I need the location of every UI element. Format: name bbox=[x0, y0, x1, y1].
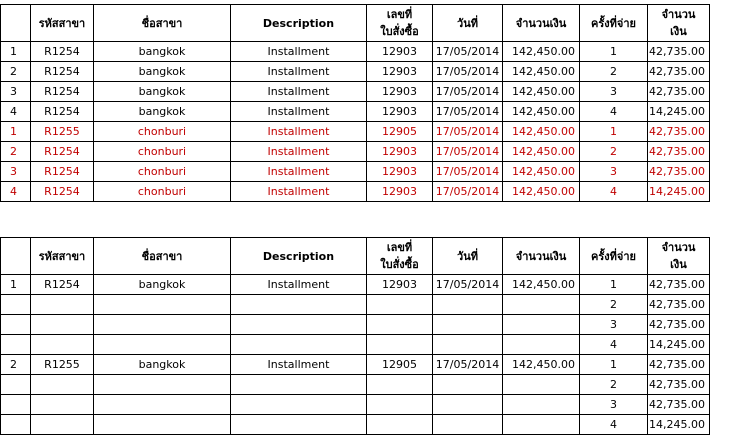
cell-amount[interactable]: 142,450.00 bbox=[503, 102, 580, 122]
cell-po-number[interactable] bbox=[367, 375, 433, 395]
cell-date[interactable] bbox=[433, 395, 503, 415]
cell-amount[interactable]: 142,450.00 bbox=[503, 355, 580, 375]
cell-payment-number[interactable]: 3 bbox=[580, 395, 648, 415]
table-row bbox=[1, 42, 710, 62]
cell-branch-code[interactable]: R1254 bbox=[31, 142, 94, 162]
header-payment-number[interactable]: ครั้งที่จ่าย bbox=[580, 5, 648, 42]
cell-payment-amount[interactable]: 42,735.00 bbox=[648, 122, 710, 142]
table-row bbox=[1, 335, 710, 355]
cell-row-number[interactable]: 2 bbox=[1, 142, 31, 162]
cell-payment-number[interactable]: 1 bbox=[580, 275, 648, 295]
header-line: เงิน bbox=[670, 25, 687, 38]
cell-payment-amount[interactable]: 42,735.00 bbox=[648, 355, 710, 375]
cell-description[interactable]: Installment bbox=[231, 142, 367, 162]
cell-po-number[interactable] bbox=[367, 335, 433, 355]
header-line: เลขที่ bbox=[386, 8, 413, 21]
header-row bbox=[1, 238, 710, 275]
cell-po-number[interactable] bbox=[367, 415, 433, 435]
cell-date[interactable]: 17/05/2014 bbox=[433, 142, 503, 162]
table-row bbox=[1, 142, 710, 162]
cell-payment-amount[interactable]: 42,735.00 bbox=[648, 275, 710, 295]
cell-description[interactable] bbox=[231, 295, 367, 315]
cell-description[interactable]: Installment bbox=[231, 62, 367, 82]
cell-date[interactable]: 17/05/2014 bbox=[433, 275, 503, 295]
cell-branch-name[interactable]: bangkok bbox=[94, 275, 231, 295]
header-po-number[interactable] bbox=[367, 238, 433, 275]
cell-po-number[interactable] bbox=[367, 395, 433, 415]
cell-description[interactable]: Installment bbox=[231, 182, 367, 202]
cell-po-number[interactable]: 12903 bbox=[367, 102, 433, 122]
table-row bbox=[1, 355, 710, 375]
cell-description[interactable] bbox=[231, 415, 367, 435]
cell-branch-code[interactable]: R1254 bbox=[31, 182, 94, 202]
cell-date[interactable] bbox=[433, 295, 503, 315]
cell-branch-code[interactable]: R1254 bbox=[31, 82, 94, 102]
cell-branch-name[interactable]: chonburi bbox=[94, 122, 231, 142]
cell-payment-amount[interactable]: 14,245.00 bbox=[648, 335, 710, 355]
cell-amount[interactable]: 142,450.00 bbox=[503, 42, 580, 62]
cell-branch-name[interactable] bbox=[94, 315, 231, 335]
cell-po-number[interactable]: 12905 bbox=[367, 355, 433, 375]
cell-description[interactable]: Installment bbox=[231, 275, 367, 295]
cell-payment-number[interactable]: 4 bbox=[580, 415, 648, 435]
cell-date[interactable]: 17/05/2014 bbox=[433, 355, 503, 375]
cell-date[interactable] bbox=[433, 335, 503, 355]
cell-date[interactable]: 17/05/2014 bbox=[433, 102, 503, 122]
header-payment-amount[interactable] bbox=[648, 5, 710, 42]
cell-po-number[interactable]: 12903 bbox=[367, 162, 433, 182]
cell-date[interactable] bbox=[433, 415, 503, 435]
cell-branch-code[interactable] bbox=[31, 315, 94, 335]
cell-amount[interactable]: 142,450.00 bbox=[503, 162, 580, 182]
cell-branch-code[interactable]: R1254 bbox=[31, 102, 94, 122]
table-row bbox=[1, 295, 710, 315]
cell-payment-number[interactable]: 3 bbox=[580, 162, 648, 182]
table-row bbox=[1, 275, 710, 295]
cell-branch-code[interactable] bbox=[31, 395, 94, 415]
header-amount[interactable]: จำนวนเงิน bbox=[503, 5, 580, 42]
cell-row-number[interactable] bbox=[1, 415, 31, 435]
cell-amount[interactable] bbox=[503, 375, 580, 395]
cell-amount[interactable]: 142,450.00 bbox=[503, 142, 580, 162]
header-payment-number[interactable]: ครั้งที่จ่าย bbox=[580, 238, 648, 275]
cell-payment-amount[interactable]: 14,245.00 bbox=[648, 102, 710, 122]
header-branch-code[interactable]: รหัสสาขา bbox=[31, 238, 94, 275]
cell-description[interactable]: Installment bbox=[231, 162, 367, 182]
table-row bbox=[1, 395, 710, 415]
header-row bbox=[1, 5, 710, 42]
header-branch-name[interactable]: ชื่อสาขา bbox=[94, 238, 231, 275]
cell-amount[interactable]: 142,450.00 bbox=[503, 122, 580, 142]
cell-row-number[interactable]: 1 bbox=[1, 275, 31, 295]
cell-date[interactable]: 17/05/2014 bbox=[433, 122, 503, 142]
table-row bbox=[1, 82, 710, 102]
cell-branch-name[interactable] bbox=[94, 295, 231, 315]
table-row bbox=[1, 375, 710, 395]
cell-row-number[interactable]: 2 bbox=[1, 62, 31, 82]
table-row bbox=[1, 162, 710, 182]
cell-payment-amount[interactable]: 42,735.00 bbox=[648, 315, 710, 335]
cell-payment-amount[interactable]: 42,735.00 bbox=[648, 82, 710, 102]
cell-po-number[interactable]: 12903 bbox=[367, 275, 433, 295]
cell-branch-code[interactable]: R1255 bbox=[31, 122, 94, 142]
cell-amount[interactable] bbox=[503, 335, 580, 355]
cell-row-number[interactable] bbox=[1, 315, 31, 335]
table-row bbox=[1, 122, 710, 142]
cell-branch-name[interactable]: bangkok bbox=[94, 355, 231, 375]
cell-row-number[interactable] bbox=[1, 375, 31, 395]
header-row-number[interactable] bbox=[1, 5, 31, 42]
cell-po-number[interactable]: 12905 bbox=[367, 122, 433, 142]
header-line: จำนวน bbox=[661, 241, 696, 254]
cell-po-number[interactable] bbox=[367, 295, 433, 315]
header-line: ใบสั่งซื้อ bbox=[380, 258, 419, 271]
cell-payment-amount[interactable]: 42,735.00 bbox=[648, 375, 710, 395]
cell-amount[interactable]: 142,450.00 bbox=[503, 82, 580, 102]
cell-amount[interactable] bbox=[503, 395, 580, 415]
table-row bbox=[1, 315, 710, 335]
header-amount[interactable]: จำนวนเงิน bbox=[503, 238, 580, 275]
cell-amount[interactable] bbox=[503, 415, 580, 435]
cell-payment-number[interactable]: 3 bbox=[580, 82, 648, 102]
cell-row-number[interactable]: 2 bbox=[1, 355, 31, 375]
payment-table-2 bbox=[0, 237, 710, 435]
table-row bbox=[1, 182, 710, 202]
cell-po-number[interactable]: 12903 bbox=[367, 62, 433, 82]
cell-date[interactable] bbox=[433, 375, 503, 395]
cell-payment-amount[interactable]: 42,735.00 bbox=[648, 395, 710, 415]
header-line: จำนวน bbox=[661, 8, 696, 21]
payment-table-1 bbox=[0, 4, 710, 202]
cell-payment-number[interactable]: 4 bbox=[580, 182, 648, 202]
cell-date[interactable]: 17/05/2014 bbox=[433, 62, 503, 82]
cell-row-number[interactable]: 4 bbox=[1, 102, 31, 122]
cell-row-number[interactable]: 3 bbox=[1, 162, 31, 182]
cell-row-number[interactable] bbox=[1, 395, 31, 415]
cell-branch-code[interactable] bbox=[31, 335, 94, 355]
header-date[interactable]: วันที่ bbox=[433, 238, 503, 275]
cell-row-number[interactable]: 1 bbox=[1, 122, 31, 142]
cell-branch-name[interactable] bbox=[94, 335, 231, 355]
cell-amount[interactable] bbox=[503, 295, 580, 315]
cell-payment-number[interactable]: 2 bbox=[580, 62, 648, 82]
cell-branch-code[interactable]: R1254 bbox=[31, 62, 94, 82]
cell-payment-number[interactable]: 1 bbox=[580, 122, 648, 142]
header-branch-code[interactable]: รหัสสาขา bbox=[31, 5, 94, 42]
cell-branch-name[interactable] bbox=[94, 375, 231, 395]
header-date[interactable]: วันที่ bbox=[433, 5, 503, 42]
cell-row-number[interactable] bbox=[1, 335, 31, 355]
cell-payment-number[interactable]: 4 bbox=[580, 335, 648, 355]
cell-row-number[interactable]: 1 bbox=[1, 42, 31, 62]
cell-description[interactable] bbox=[231, 335, 367, 355]
cell-date[interactable]: 17/05/2014 bbox=[433, 182, 503, 202]
cell-po-number[interactable]: 12903 bbox=[367, 142, 433, 162]
header-line: เลขที่ bbox=[386, 241, 413, 254]
header-branch-name[interactable]: ชื่อสาขา bbox=[94, 5, 231, 42]
cell-payment-number[interactable]: 2 bbox=[580, 375, 648, 395]
cell-payment-amount[interactable]: 14,245.00 bbox=[648, 415, 710, 435]
header-line: ใบสั่งซื้อ bbox=[380, 25, 419, 38]
cell-amount[interactable] bbox=[503, 315, 580, 335]
header-description[interactable]: Description bbox=[231, 5, 367, 42]
cell-branch-code[interactable]: R1254 bbox=[31, 42, 94, 62]
cell-branch-code[interactable]: R1255 bbox=[31, 355, 94, 375]
cell-description[interactable]: Installment bbox=[231, 82, 367, 102]
cell-po-number[interactable]: 12903 bbox=[367, 182, 433, 202]
cell-payment-number[interactable]: 2 bbox=[580, 142, 648, 162]
cell-description[interactable]: Installment bbox=[231, 122, 367, 142]
cell-branch-name[interactable] bbox=[94, 395, 231, 415]
cell-po-number[interactable]: 12903 bbox=[367, 82, 433, 102]
cell-description[interactable] bbox=[231, 395, 367, 415]
cell-branch-name[interactable]: chonburi bbox=[94, 142, 231, 162]
cell-amount[interactable]: 142,450.00 bbox=[503, 275, 580, 295]
cell-branch-code[interactable] bbox=[31, 295, 94, 315]
header-description[interactable]: Description bbox=[231, 238, 367, 275]
cell-row-number[interactable]: 4 bbox=[1, 182, 31, 202]
cell-description[interactable]: Installment bbox=[231, 102, 367, 122]
cell-payment-number[interactable]: 3 bbox=[580, 315, 648, 335]
table-row bbox=[1, 62, 710, 82]
header-row-number[interactable] bbox=[1, 238, 31, 275]
cell-branch-name[interactable]: bangkok bbox=[94, 42, 231, 62]
table-row bbox=[1, 102, 710, 122]
cell-po-number[interactable]: 12903 bbox=[367, 42, 433, 62]
table-row bbox=[1, 415, 710, 435]
cell-row-number[interactable] bbox=[1, 295, 31, 315]
cell-branch-name[interactable]: bangkok bbox=[94, 82, 231, 102]
cell-date[interactable] bbox=[433, 315, 503, 335]
cell-branch-name[interactable]: bangkok bbox=[94, 102, 231, 122]
cell-branch-code[interactable]: R1254 bbox=[31, 162, 94, 182]
cell-payment-number[interactable]: 4 bbox=[580, 102, 648, 122]
cell-payment-number[interactable]: 2 bbox=[580, 295, 648, 315]
header-line: เงิน bbox=[670, 258, 687, 271]
cell-description[interactable]: Installment bbox=[231, 42, 367, 62]
cell-amount[interactable]: 142,450.00 bbox=[503, 62, 580, 82]
cell-branch-code[interactable] bbox=[31, 375, 94, 395]
cell-row-number[interactable]: 3 bbox=[1, 82, 31, 102]
cell-description[interactable] bbox=[231, 375, 367, 395]
cell-branch-name[interactable] bbox=[94, 415, 231, 435]
cell-payment-amount[interactable]: 42,735.00 bbox=[648, 42, 710, 62]
cell-branch-name[interactable]: bangkok bbox=[94, 62, 231, 82]
cell-description[interactable]: Installment bbox=[231, 355, 367, 375]
cell-po-number[interactable] bbox=[367, 315, 433, 335]
cell-date[interactable]: 17/05/2014 bbox=[433, 162, 503, 182]
cell-description[interactable] bbox=[231, 315, 367, 335]
header-po-number[interactable] bbox=[367, 5, 433, 42]
cell-payment-number[interactable]: 1 bbox=[580, 355, 648, 375]
cell-branch-name[interactable]: chonburi bbox=[94, 162, 231, 182]
cell-payment-amount[interactable]: 14,245.00 bbox=[648, 182, 710, 202]
cell-payment-number[interactable]: 1 bbox=[580, 42, 648, 62]
cell-date[interactable]: 17/05/2014 bbox=[433, 42, 503, 62]
cell-amount[interactable]: 142,450.00 bbox=[503, 182, 580, 202]
cell-payment-amount[interactable]: 42,735.00 bbox=[648, 142, 710, 162]
cell-branch-name[interactable]: chonburi bbox=[94, 182, 231, 202]
cell-payment-amount[interactable]: 42,735.00 bbox=[648, 295, 710, 315]
cell-branch-code[interactable] bbox=[31, 415, 94, 435]
cell-payment-amount[interactable]: 42,735.00 bbox=[648, 162, 710, 182]
header-payment-amount[interactable] bbox=[648, 238, 710, 275]
cell-payment-amount[interactable]: 42,735.00 bbox=[648, 62, 710, 82]
cell-branch-code[interactable]: R1254 bbox=[31, 275, 94, 295]
cell-date[interactable]: 17/05/2014 bbox=[433, 82, 503, 102]
